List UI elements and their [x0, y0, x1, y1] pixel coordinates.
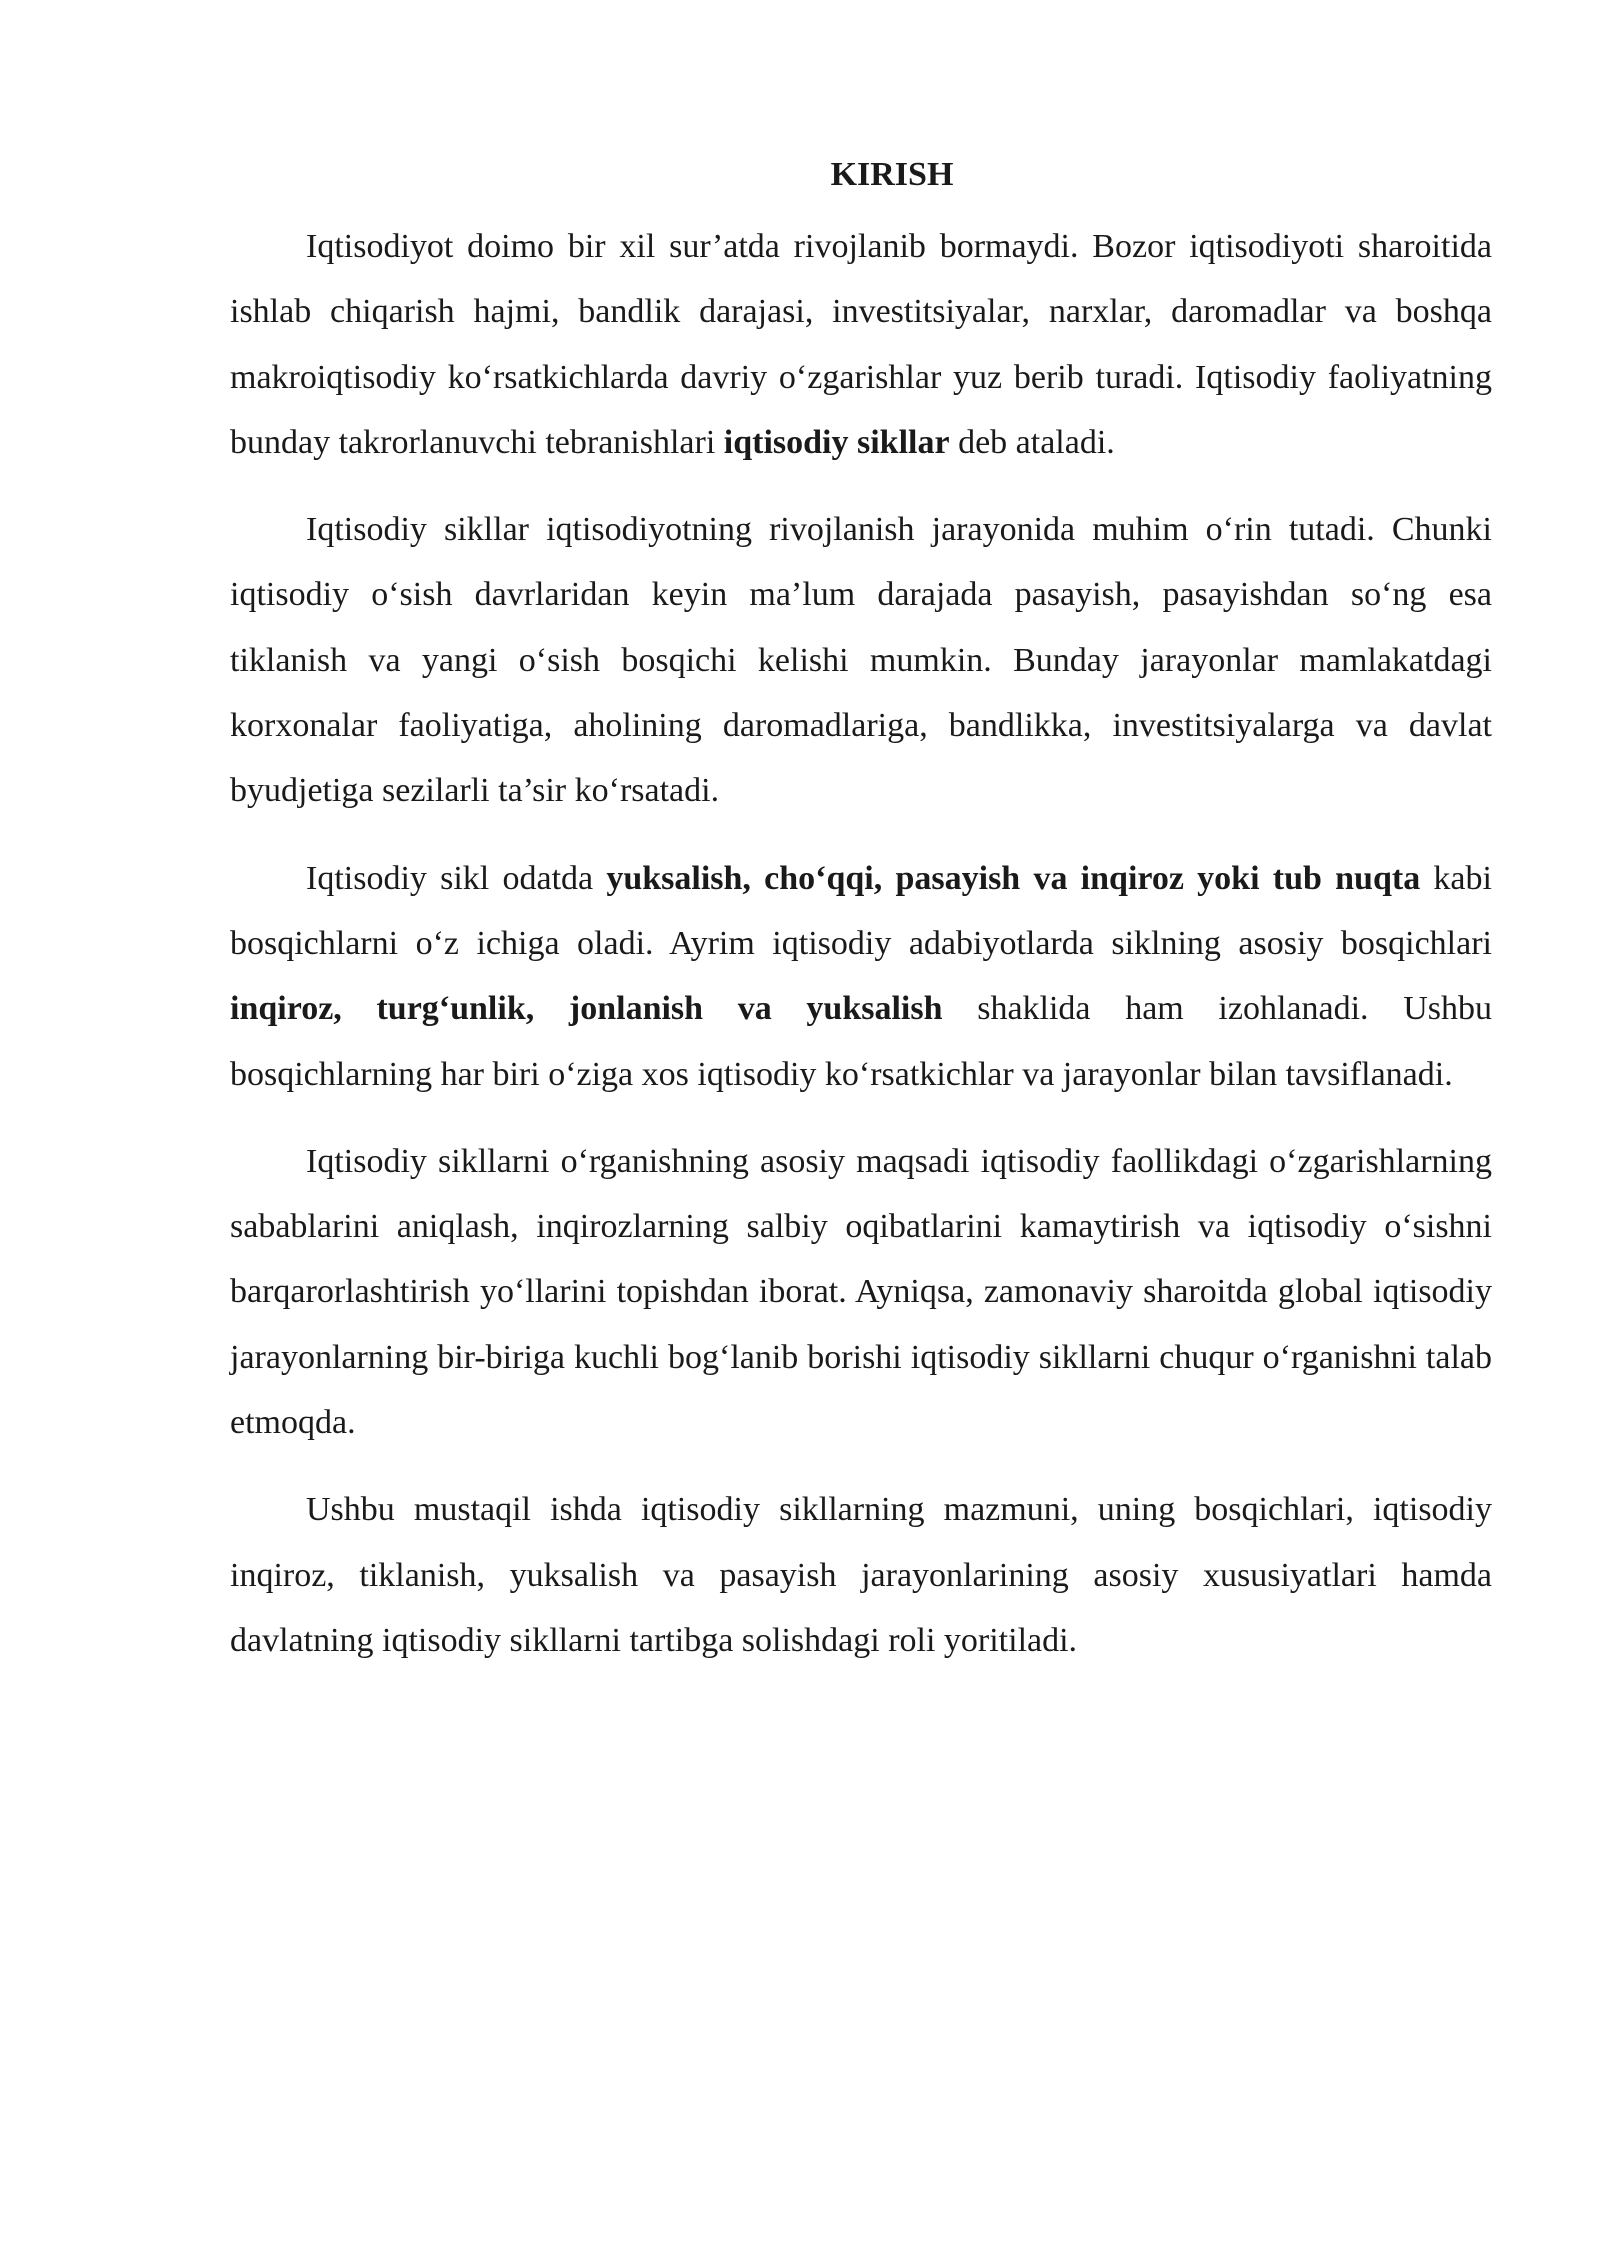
paragraph-text: Iqtisodiy sikllarni oʻrganishning asosiy maqsadi iqtisodiy faollikdagi oʻzgarishlarning sabablarini aniqlash, inqirozlarning salbiy oqibatlarini kamaytirish va iqtisodiy oʻsishni barqarorlashtirish yoʻllarini topishdan iborat. Ayniqsa, zamonaviy sharoitda global iqtisodiy jarayonlarning bir-biriga kuchli bogʻlanib borishi iqtisodiy sikllarni chuqur oʻrganishni talab etmoqda.: [230, 1142, 1492, 1442]
paragraph-5: [230, 1477, 1492, 1673]
document-body: [230, 150, 1492, 1695]
bold-term: yuksalish, choʻqqi, pasayish va inqiroz yoki tub nuqta: [606, 859, 1421, 897]
page-title: KIRISH: [830, 156, 954, 193]
paragraph-text: Iqtisodiy sikllar iqtisodiyotning rivojlanish jarayonida muhim oʻrin tutadi. Chunki iqtisodiy oʻsish davrlaridan keyin ma’lum darajada pasayish, pasayishdan soʻng esa tiklanish va yangi oʻsish bosqichi kelishi mumkin. Bunday jarayonlar mamlakatdagi korxonalar faoliyatiga, aholining daromadlariga, bandlikka, investitsiyalarga va davlat byudjetiga sezilarli ta’sir koʻrsatadi.: [230, 511, 1492, 810]
bold-term: inqiroz, turgʻunlik, jonlanish va yuksalish: [230, 990, 943, 1028]
paragraph-text: Iqtisodiy sikl odatda: [306, 859, 607, 897]
paragraph-4: [230, 1129, 1492, 1455]
paragraph-text: deb ataladi.: [949, 423, 1115, 461]
bold-term: iqtisodiy sikllar: [723, 423, 950, 461]
paragraph-text: kabi bosqichlarni oʻz ichiga oladi. Ayrim iqtisodiy adabiyotlarda siklning asosiy bosqichlari: [230, 859, 1492, 962]
paragraph-3: [230, 846, 1492, 1107]
paragraph-text: Iqtisodiyot doimo bir xil sur’atda rivojlanib bormaydi. Bozor iqtisodiyoti sharoitida ishlab chiqarish hajmi, bandlik darajasi, investitsiyalar, narxlar, daromadlar va boshqa makroiqtisodiy koʻrsatkichlarda davriy oʻzgarishlar yuz berib turadi. Iqtisodiy faoliyatning bunday takrorlanuvchi tebranishlari: [230, 228, 1492, 461]
paragraph-text: shaklida ham izohlanadi. Ushbu bosqichlarning har biri oʻziga xos iqtisodiy koʻrsatkichlar va jarayonlar bilan tavsiflanadi.: [230, 990, 1492, 1093]
paragraph-2: [230, 497, 1492, 823]
paragraph-text: Ushbu mustaqil ishda iqtisodiy sikllarning mazmuni, uning bosqichlari, iqtisodiy inqiroz, tiklanish, yuksalish va pasayish jarayonlarining asosiy xususiyatlari hamda davlatning iqtisodiy sikllarni tartibga solishdagi roli yoritiladi.: [230, 1491, 1492, 1659]
paragraph-1: [230, 214, 1492, 475]
